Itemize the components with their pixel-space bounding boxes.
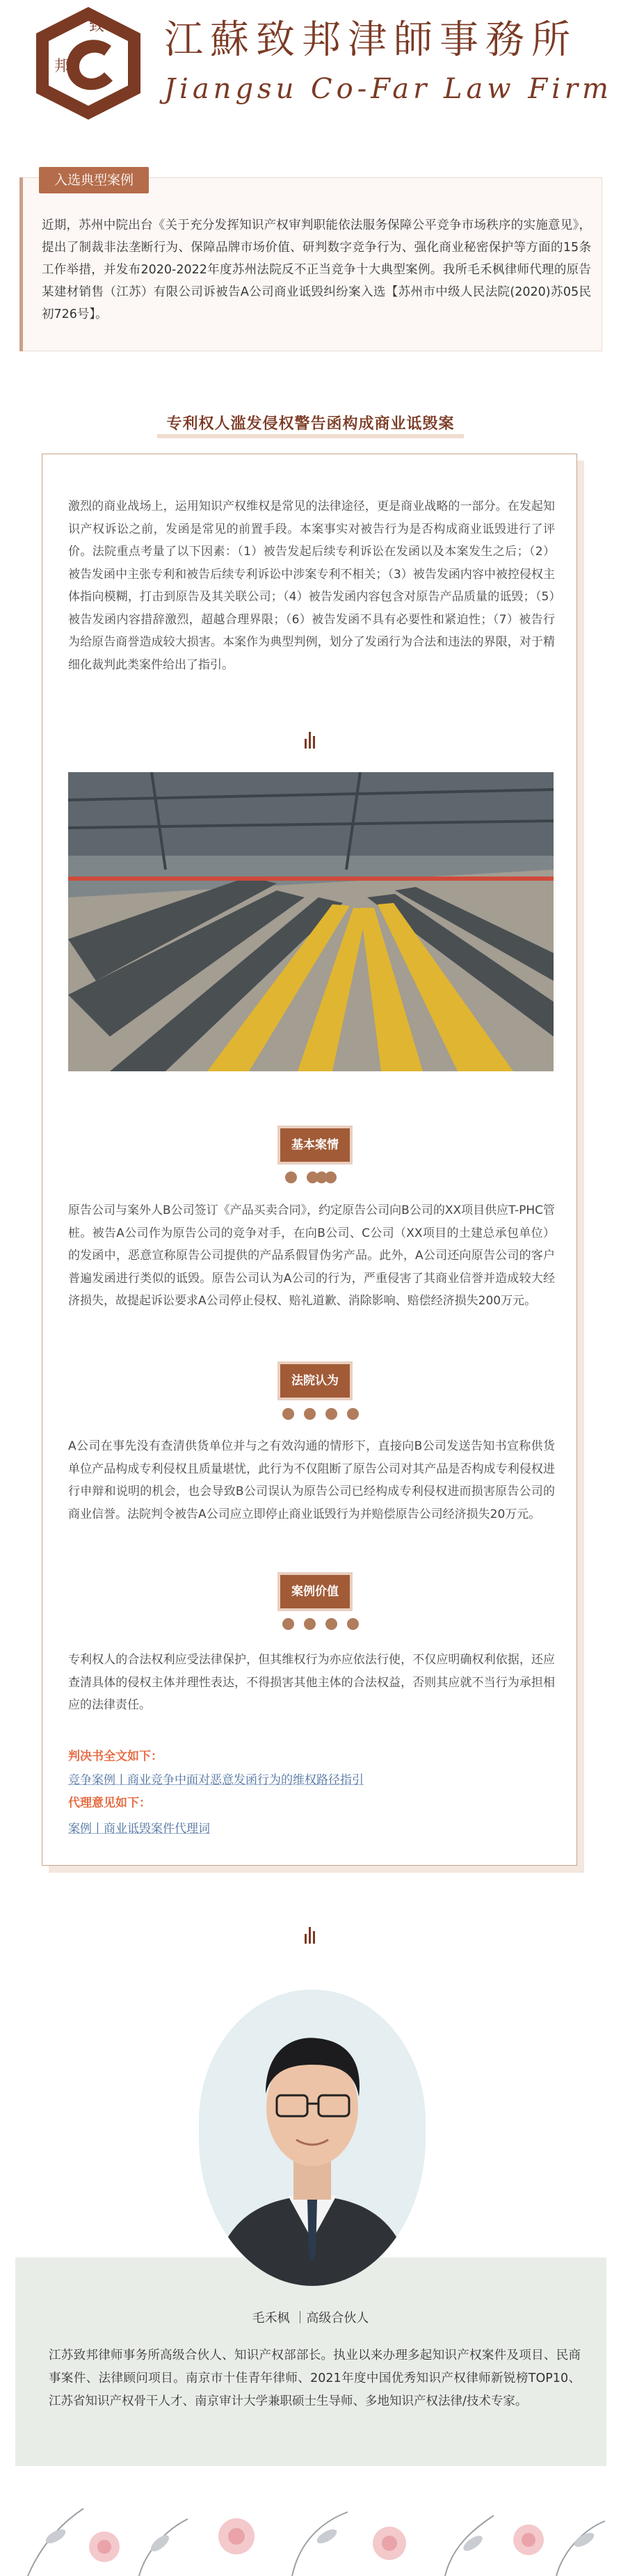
agency-link[interactable]: 案例丨商业诋毁案件代理词 <box>68 1822 210 1836</box>
agency-label: 代理意见如下： <box>68 1796 151 1810</box>
dots-decoration <box>282 1618 369 1631</box>
firm-name-cn: 江蘇致邦津師事務所 <box>164 17 577 63</box>
intro-accent-bar <box>19 177 23 351</box>
logo-char-left: 邦 <box>54 58 70 75</box>
case-title: 专利权人滥发侵权警告函构成商业诋毁案 <box>166 415 455 433</box>
floral-footer-decoration <box>0 2481 621 2576</box>
logo-char-top: 致 <box>89 17 105 35</box>
judgment-label: 判决书全文如下： <box>68 1750 163 1763</box>
section-heading-case-value: 案例价值 <box>277 1572 353 1611</box>
case-title-underline <box>157 434 464 438</box>
dots-decoration <box>285 1171 346 1184</box>
section-text-case-value: 专利权人的合法权利应受法律保护，但其维权行为亦应依法行使，不仅应明确权利依据，还应查清具体的侵权主体并理性表达，不得损害其他主体的合法权益，否则其应就不当行为承担相应的法律责任。 <box>68 1653 555 1712</box>
intro-tag: 入选典型案例 <box>39 167 149 193</box>
section-heading-court-opinion: 法院认为 <box>277 1361 353 1400</box>
judgment-link[interactable]: 竞争案例丨商业竞争中面对恶意发函行为的维权路径指引 <box>68 1773 364 1787</box>
bar-divider-icon <box>303 1924 318 1944</box>
firm-logo-icon <box>29 4 147 122</box>
factory-photo <box>68 772 554 1071</box>
lawyer-portrait <box>199 1990 426 2286</box>
intro-paragraph: 近期，苏州中院出台《关于充分发挥知识产权审判职能依法服务保障公平竞争市场秩序的实施意见》，提出了制裁非法垄断行为、保障品牌市场价值、研判数字竞争行为、强化商业秘密保护等方面的15条工作举措，并发布2020-2022年度苏州法院反不正当竞争十大典型案例。我所毛禾枫律师代理的原告某建材销售（江苏）有限公司诉被告A公司商业诋毁纠纷案入选【苏州市中级人民法院(2020)苏05民初726号】。 <box>42 218 591 321</box>
section-text-basic-facts: 原告公司与案外人B公司签订《产品买卖合同》，约定原告公司向B公司的XX项目供应T-PHC管桩。被告A公司作为原告公司的竞争对手，在向B公司、C公司（XX项目的土建总承包单位）的发函中，恶意宣称原告公司提供的产品系假冒伪劣产品。此外，A公司还向原告公司的客户普遍发函进行类似的诋毁。原告公司认为A公司的行为，严重侵害了其商业信誉并造成较大经济损失，故提起诉讼要求A公司停止侵权、赔礼道歉、消除影响、赔偿经济损失200万元。 <box>68 1203 555 1308</box>
case-summary: 激烈的商业战场上，运用知识产权维权是常见的法律途径，更是商业战略的一部分。在发起知识产权诉讼之前，发函是常见的前置手段。本案事实对被告行为是否构成商业诋毁进行了评价。法院重点考量了以下因素：（1）被告发起后续专利诉讼在发函以及本案发生之后；（2）被告发函中主张专利和被告后续专利诉讼中涉案专利不相关；（3）被告发函内容中被控侵权主体指向模糊，打击到原告及其关联公司；（4）被告发函内容包含对原告产品质量的诋毁；（5）被告发函内容措辞激烈，超越合理界限；（6）被告发函不具有必要性和紧迫性；（7）被告行为给原告商誉造成较大损害。本案作为典型判例，划分了发函行为合法和违法的界限，对于精细化裁判此类案件给出了指引。 <box>68 499 555 672</box>
dots-decoration <box>282 1408 369 1421</box>
bar-divider-icon <box>303 729 318 749</box>
firm-name-en: Jiangsu Co-Far Law Firm <box>164 73 613 105</box>
section-heading-basic-facts: 基本案情 <box>277 1126 353 1165</box>
lawyer-bio: 江苏致邦律师事务所高级合伙人、知识产权部部长。执业以来办理多起知识产权案件及项目、民商事案件、法律顾问项目。南京市十佳青年律师、2021年度中国优秀知识产权律师新锐榜TOP10、江苏省知识产权骨干人才、南京审计大学兼职硕士生导师、多地知识产权法律/技术专家。 <box>49 2349 581 2408</box>
section-text-court-opinion: A公司在事先没有查清供货单位并与之有效沟通的情形下，直接向B公司发送告知书宣称供货单位产品构成专利侵权且质量堪忧，此行为不仅阻断了原告公司对其产品是否构成专利侵权进行申辩和说明的机会，也会导致B公司误认为原告公司已经构成专利侵权进而损害原告公司的商业信誉。法院判令被告A公司应立即停止商业诋毁行为并赔偿原告公司经济损失20万元。 <box>68 1439 555 1521</box>
lawyer-name: 毛禾枫 ｜高级合伙人 <box>252 2311 369 2326</box>
